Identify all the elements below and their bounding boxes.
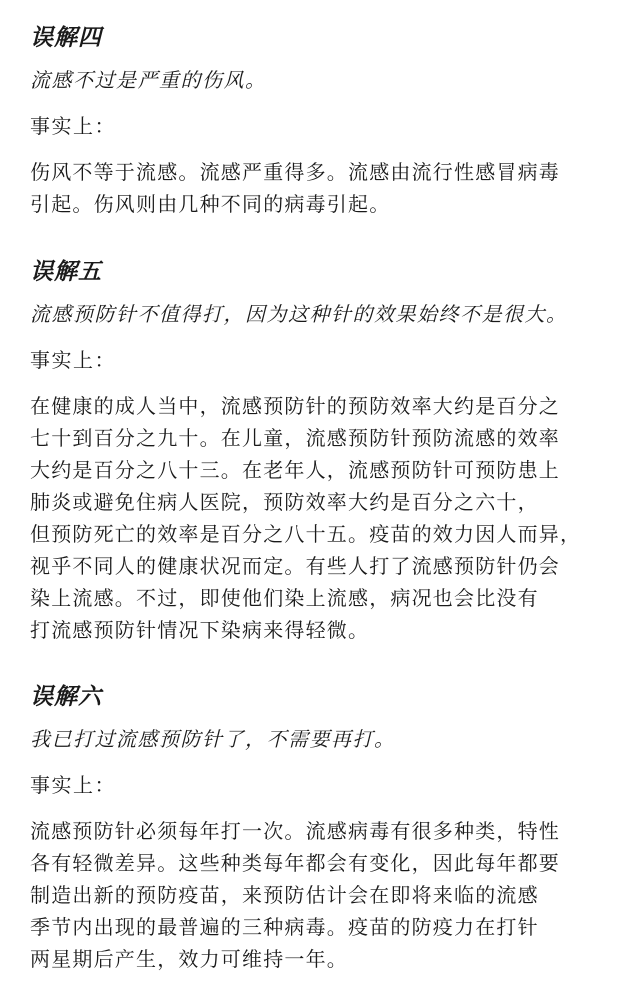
fact-line: 视乎不同人的健康状况而定。有些人打了流感预防针仍会 <box>30 554 560 578</box>
fact-paragraph <box>30 392 610 644</box>
fact-line: 流感预防针必须每年打一次。流感病毒有很多种类，特性 <box>30 819 560 843</box>
fact-paragraph <box>30 817 610 973</box>
myth-section-6 <box>30 683 610 971</box>
fact-line: 七十到百分之九十。在儿童，流感预防针预防流感的效率 <box>30 426 560 450</box>
myth-statement: 我已打过流感预防针了，不需要再打。 <box>30 727 396 751</box>
fact-paragraph <box>30 158 610 218</box>
fact-line: 染上流感。不过，即使他们染上流感，病况也会比没有 <box>30 586 539 610</box>
fact-line: 制造出新的预防疫苗，来预防估计会在即将来临的流感 <box>30 883 539 907</box>
fact-line: 各有轻微差异。这些种类每年都会有变化，因此每年都要 <box>30 851 560 875</box>
fact-line: 但预防死亡的效率是百分之八十五。疫苗的效力因人而异， <box>30 522 582 546</box>
section-heading: 误解六 <box>30 683 102 710</box>
fact-label: 事实上： <box>30 773 116 797</box>
myth-statement: 流感不过是严重的伤风。 <box>30 68 267 92</box>
section-heading: 误解四 <box>30 24 102 51</box>
fact-line: 大约是百分之八十三。在老年人，流感预防针可预防患上 <box>30 458 560 482</box>
fact-line: 肺炎或避免住病人医院，预防效率大约是百分之六十， <box>30 490 539 514</box>
fact-label: 事实上： <box>30 114 116 138</box>
section-heading: 误解五 <box>30 258 102 285</box>
fact-line: 引起。伤风则由几种不同的病毒引起。 <box>30 192 391 216</box>
fact-line: 在健康的成人当中，流感预防针的预防效率大约是百分之 <box>30 394 560 418</box>
myth-section-4 <box>30 24 610 216</box>
fact-line: 伤风不等于流感。流感严重得多。流感由流行性感冒病毒 <box>30 160 560 184</box>
myth-section-5 <box>30 258 610 642</box>
fact-line: 季节内出现的最普遍的三种病毒。疫苗的防疫力在打针 <box>30 915 539 939</box>
fact-line: 两星期后产生，效力可维持一年。 <box>30 947 348 971</box>
fact-line: 打流感预防针情况下染病来得轻微。 <box>30 618 370 642</box>
myth-statement: 流感预防针不值得打，因为这种针的效果始终不是很大。 <box>30 302 568 326</box>
fact-label: 事实上： <box>30 348 116 372</box>
